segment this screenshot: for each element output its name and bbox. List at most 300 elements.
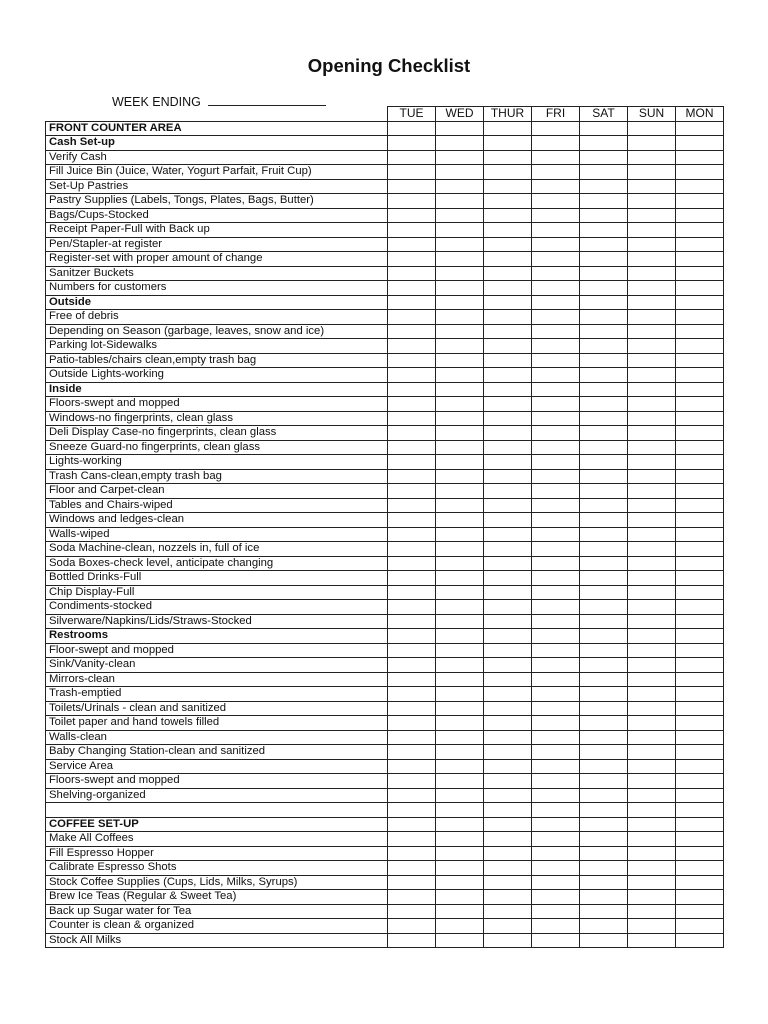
check-cell[interactable] xyxy=(676,179,724,194)
check-cell[interactable] xyxy=(388,861,436,876)
check-cell[interactable] xyxy=(484,716,532,731)
check-cell[interactable] xyxy=(388,469,436,484)
check-cell[interactable] xyxy=(388,194,436,209)
check-cell[interactable] xyxy=(580,455,628,470)
check-cell[interactable] xyxy=(388,817,436,832)
check-cell[interactable] xyxy=(436,194,484,209)
check-cell[interactable] xyxy=(388,513,436,528)
check-cell[interactable] xyxy=(532,353,580,368)
check-cell[interactable] xyxy=(388,339,436,354)
check-cell[interactable] xyxy=(532,295,580,310)
check-cell[interactable] xyxy=(484,933,532,948)
check-cell[interactable] xyxy=(628,484,676,499)
check-cell[interactable] xyxy=(484,136,532,151)
check-cell[interactable] xyxy=(628,208,676,223)
check-cell[interactable] xyxy=(484,353,532,368)
check-cell[interactable] xyxy=(484,469,532,484)
check-cell[interactable] xyxy=(484,281,532,296)
check-cell[interactable] xyxy=(628,368,676,383)
check-cell[interactable] xyxy=(436,933,484,948)
check-cell[interactable] xyxy=(580,136,628,151)
check-cell[interactable] xyxy=(676,513,724,528)
check-cell[interactable] xyxy=(436,614,484,629)
check-cell[interactable] xyxy=(484,643,532,658)
check-cell[interactable] xyxy=(388,382,436,397)
check-cell[interactable] xyxy=(484,223,532,238)
check-cell[interactable] xyxy=(484,179,532,194)
check-cell[interactable] xyxy=(580,614,628,629)
check-cell[interactable] xyxy=(628,295,676,310)
check-cell[interactable] xyxy=(580,266,628,281)
check-cell[interactable] xyxy=(580,484,628,499)
check-cell[interactable] xyxy=(436,687,484,702)
check-cell[interactable] xyxy=(628,165,676,180)
check-cell[interactable] xyxy=(532,339,580,354)
check-cell[interactable] xyxy=(388,643,436,658)
check-cell[interactable] xyxy=(580,687,628,702)
check-cell[interactable] xyxy=(580,426,628,441)
check-cell[interactable] xyxy=(436,774,484,789)
check-cell[interactable] xyxy=(436,469,484,484)
check-cell[interactable] xyxy=(388,353,436,368)
check-cell[interactable] xyxy=(628,904,676,919)
check-cell[interactable] xyxy=(628,469,676,484)
check-cell[interactable] xyxy=(628,382,676,397)
check-cell[interactable] xyxy=(388,165,436,180)
check-cell[interactable] xyxy=(484,208,532,223)
check-cell[interactable] xyxy=(388,498,436,513)
check-cell[interactable] xyxy=(532,426,580,441)
check-cell[interactable] xyxy=(388,933,436,948)
check-cell[interactable] xyxy=(388,411,436,426)
check-cell[interactable] xyxy=(628,817,676,832)
check-cell[interactable] xyxy=(436,455,484,470)
check-cell[interactable] xyxy=(532,745,580,760)
check-cell[interactable] xyxy=(676,600,724,615)
check-cell[interactable] xyxy=(676,933,724,948)
check-cell[interactable] xyxy=(436,803,484,818)
check-cell[interactable] xyxy=(388,281,436,296)
check-cell[interactable] xyxy=(580,861,628,876)
check-cell[interactable] xyxy=(628,136,676,151)
check-cell[interactable] xyxy=(388,687,436,702)
check-cell[interactable] xyxy=(676,542,724,557)
check-cell[interactable] xyxy=(388,730,436,745)
check-cell[interactable] xyxy=(484,324,532,339)
check-cell[interactable] xyxy=(676,194,724,209)
check-cell[interactable] xyxy=(628,846,676,861)
check-cell[interactable] xyxy=(436,600,484,615)
check-cell[interactable] xyxy=(628,861,676,876)
check-cell[interactable] xyxy=(676,382,724,397)
check-cell[interactable] xyxy=(676,469,724,484)
check-cell[interactable] xyxy=(388,295,436,310)
check-cell[interactable] xyxy=(628,716,676,731)
check-cell[interactable] xyxy=(676,716,724,731)
check-cell[interactable] xyxy=(388,484,436,499)
check-cell[interactable] xyxy=(532,672,580,687)
check-cell[interactable] xyxy=(676,426,724,441)
check-cell[interactable] xyxy=(676,339,724,354)
check-cell[interactable] xyxy=(580,774,628,789)
check-cell[interactable] xyxy=(532,397,580,412)
check-cell[interactable] xyxy=(580,716,628,731)
check-cell[interactable] xyxy=(628,730,676,745)
check-cell[interactable] xyxy=(436,310,484,325)
check-cell[interactable] xyxy=(436,832,484,847)
check-cell[interactable] xyxy=(532,194,580,209)
check-cell[interactable] xyxy=(676,455,724,470)
check-cell[interactable] xyxy=(436,353,484,368)
check-cell[interactable] xyxy=(388,890,436,905)
check-cell[interactable] xyxy=(580,513,628,528)
check-cell[interactable] xyxy=(580,933,628,948)
check-cell[interactable] xyxy=(580,324,628,339)
check-cell[interactable] xyxy=(676,324,724,339)
check-cell[interactable] xyxy=(388,571,436,586)
check-cell[interactable] xyxy=(532,890,580,905)
check-cell[interactable] xyxy=(436,440,484,455)
check-cell[interactable] xyxy=(436,701,484,716)
check-cell[interactable] xyxy=(388,121,436,136)
check-cell[interactable] xyxy=(532,803,580,818)
check-cell[interactable] xyxy=(532,237,580,252)
check-cell[interactable] xyxy=(484,165,532,180)
check-cell[interactable] xyxy=(532,701,580,716)
check-cell[interactable] xyxy=(580,788,628,803)
check-cell[interactable] xyxy=(388,397,436,412)
check-cell[interactable] xyxy=(676,861,724,876)
check-cell[interactable] xyxy=(484,527,532,542)
check-cell[interactable] xyxy=(532,861,580,876)
check-cell[interactable] xyxy=(484,252,532,267)
check-cell[interactable] xyxy=(676,774,724,789)
check-cell[interactable] xyxy=(388,266,436,281)
check-cell[interactable] xyxy=(484,382,532,397)
check-cell[interactable] xyxy=(676,121,724,136)
check-cell[interactable] xyxy=(628,919,676,934)
check-cell[interactable] xyxy=(484,745,532,760)
check-cell[interactable] xyxy=(628,585,676,600)
check-cell[interactable] xyxy=(676,643,724,658)
check-cell[interactable] xyxy=(436,281,484,296)
check-cell[interactable] xyxy=(628,237,676,252)
check-cell[interactable] xyxy=(532,629,580,644)
check-cell[interactable] xyxy=(388,629,436,644)
check-cell[interactable] xyxy=(628,353,676,368)
check-cell[interactable] xyxy=(628,411,676,426)
check-cell[interactable] xyxy=(484,368,532,383)
check-cell[interactable] xyxy=(580,803,628,818)
check-cell[interactable] xyxy=(676,440,724,455)
check-cell[interactable] xyxy=(436,788,484,803)
check-cell[interactable] xyxy=(532,571,580,586)
check-cell[interactable] xyxy=(628,281,676,296)
check-cell[interactable] xyxy=(532,266,580,281)
check-cell[interactable] xyxy=(676,281,724,296)
check-cell[interactable] xyxy=(580,498,628,513)
check-cell[interactable] xyxy=(676,759,724,774)
check-cell[interactable] xyxy=(436,556,484,571)
check-cell[interactable] xyxy=(436,426,484,441)
check-cell[interactable] xyxy=(388,527,436,542)
check-cell[interactable] xyxy=(484,339,532,354)
check-cell[interactable] xyxy=(628,339,676,354)
check-cell[interactable] xyxy=(628,527,676,542)
check-cell[interactable] xyxy=(628,513,676,528)
check-cell[interactable] xyxy=(436,730,484,745)
check-cell[interactable] xyxy=(628,542,676,557)
check-cell[interactable] xyxy=(532,687,580,702)
check-cell[interactable] xyxy=(484,266,532,281)
check-cell[interactable] xyxy=(436,759,484,774)
check-cell[interactable] xyxy=(580,527,628,542)
check-cell[interactable] xyxy=(580,382,628,397)
check-cell[interactable] xyxy=(580,542,628,557)
check-cell[interactable] xyxy=(628,498,676,513)
check-cell[interactable] xyxy=(580,890,628,905)
check-cell[interactable] xyxy=(676,658,724,673)
check-cell[interactable] xyxy=(532,730,580,745)
check-cell[interactable] xyxy=(436,150,484,165)
check-cell[interactable] xyxy=(676,310,724,325)
check-cell[interactable] xyxy=(580,629,628,644)
check-cell[interactable] xyxy=(580,571,628,586)
check-cell[interactable] xyxy=(484,600,532,615)
check-cell[interactable] xyxy=(532,484,580,499)
check-cell[interactable] xyxy=(388,774,436,789)
check-cell[interactable] xyxy=(628,672,676,687)
check-cell[interactable] xyxy=(388,919,436,934)
check-cell[interactable] xyxy=(676,730,724,745)
check-cell[interactable] xyxy=(484,803,532,818)
check-cell[interactable] xyxy=(532,600,580,615)
check-cell[interactable] xyxy=(484,194,532,209)
check-cell[interactable] xyxy=(676,890,724,905)
check-cell[interactable] xyxy=(484,484,532,499)
check-cell[interactable] xyxy=(532,904,580,919)
check-cell[interactable] xyxy=(532,310,580,325)
check-cell[interactable] xyxy=(676,919,724,934)
check-cell[interactable] xyxy=(580,397,628,412)
check-cell[interactable] xyxy=(532,208,580,223)
check-cell[interactable] xyxy=(484,556,532,571)
check-cell[interactable] xyxy=(532,643,580,658)
check-cell[interactable] xyxy=(532,658,580,673)
check-cell[interactable] xyxy=(628,687,676,702)
check-cell[interactable] xyxy=(580,368,628,383)
check-cell[interactable] xyxy=(388,875,436,890)
week-ending-blank[interactable] xyxy=(208,93,326,106)
check-cell[interactable] xyxy=(484,817,532,832)
check-cell[interactable] xyxy=(676,571,724,586)
check-cell[interactable] xyxy=(388,208,436,223)
check-cell[interactable] xyxy=(628,179,676,194)
check-cell[interactable] xyxy=(532,527,580,542)
check-cell[interactable] xyxy=(532,165,580,180)
check-cell[interactable] xyxy=(580,165,628,180)
check-cell[interactable] xyxy=(532,832,580,847)
check-cell[interactable] xyxy=(388,252,436,267)
check-cell[interactable] xyxy=(388,324,436,339)
check-cell[interactable] xyxy=(388,788,436,803)
check-cell[interactable] xyxy=(388,310,436,325)
check-cell[interactable] xyxy=(484,455,532,470)
check-cell[interactable] xyxy=(484,774,532,789)
check-cell[interactable] xyxy=(388,803,436,818)
check-cell[interactable] xyxy=(580,353,628,368)
check-cell[interactable] xyxy=(580,295,628,310)
check-cell[interactable] xyxy=(580,208,628,223)
check-cell[interactable] xyxy=(484,890,532,905)
check-cell[interactable] xyxy=(628,875,676,890)
check-cell[interactable] xyxy=(436,411,484,426)
check-cell[interactable] xyxy=(532,223,580,238)
check-cell[interactable] xyxy=(436,643,484,658)
check-cell[interactable] xyxy=(484,397,532,412)
check-cell[interactable] xyxy=(436,904,484,919)
check-cell[interactable] xyxy=(388,614,436,629)
check-cell[interactable] xyxy=(628,890,676,905)
check-cell[interactable] xyxy=(484,411,532,426)
check-cell[interactable] xyxy=(436,266,484,281)
check-cell[interactable] xyxy=(628,426,676,441)
check-cell[interactable] xyxy=(484,875,532,890)
check-cell[interactable] xyxy=(436,339,484,354)
check-cell[interactable] xyxy=(628,745,676,760)
check-cell[interactable] xyxy=(580,469,628,484)
check-cell[interactable] xyxy=(484,904,532,919)
check-cell[interactable] xyxy=(388,150,436,165)
check-cell[interactable] xyxy=(676,223,724,238)
check-cell[interactable] xyxy=(628,455,676,470)
check-cell[interactable] xyxy=(436,513,484,528)
check-cell[interactable] xyxy=(580,817,628,832)
check-cell[interactable] xyxy=(484,672,532,687)
check-cell[interactable] xyxy=(628,310,676,325)
check-cell[interactable] xyxy=(580,411,628,426)
check-cell[interactable] xyxy=(580,585,628,600)
check-cell[interactable] xyxy=(628,194,676,209)
check-cell[interactable] xyxy=(580,150,628,165)
check-cell[interactable] xyxy=(532,252,580,267)
check-cell[interactable] xyxy=(436,295,484,310)
check-cell[interactable] xyxy=(676,237,724,252)
check-cell[interactable] xyxy=(532,411,580,426)
check-cell[interactable] xyxy=(484,629,532,644)
check-cell[interactable] xyxy=(580,832,628,847)
check-cell[interactable] xyxy=(580,339,628,354)
check-cell[interactable] xyxy=(580,310,628,325)
check-cell[interactable] xyxy=(388,223,436,238)
check-cell[interactable] xyxy=(676,556,724,571)
check-cell[interactable] xyxy=(436,165,484,180)
check-cell[interactable] xyxy=(436,875,484,890)
check-cell[interactable] xyxy=(388,672,436,687)
check-cell[interactable] xyxy=(532,585,580,600)
check-cell[interactable] xyxy=(484,513,532,528)
check-cell[interactable] xyxy=(436,527,484,542)
check-cell[interactable] xyxy=(532,759,580,774)
check-cell[interactable] xyxy=(484,585,532,600)
check-cell[interactable] xyxy=(436,629,484,644)
check-cell[interactable] xyxy=(532,933,580,948)
check-cell[interactable] xyxy=(580,658,628,673)
check-cell[interactable] xyxy=(676,875,724,890)
check-cell[interactable] xyxy=(436,223,484,238)
check-cell[interactable] xyxy=(388,542,436,557)
check-cell[interactable] xyxy=(628,121,676,136)
check-cell[interactable] xyxy=(628,643,676,658)
check-cell[interactable] xyxy=(580,730,628,745)
check-cell[interactable] xyxy=(484,121,532,136)
check-cell[interactable] xyxy=(388,701,436,716)
check-cell[interactable] xyxy=(532,469,580,484)
check-cell[interactable] xyxy=(628,571,676,586)
check-cell[interactable] xyxy=(580,904,628,919)
check-cell[interactable] xyxy=(628,440,676,455)
check-cell[interactable] xyxy=(532,542,580,557)
check-cell[interactable] xyxy=(580,759,628,774)
check-cell[interactable] xyxy=(676,397,724,412)
check-cell[interactable] xyxy=(484,701,532,716)
check-cell[interactable] xyxy=(676,846,724,861)
check-cell[interactable] xyxy=(580,179,628,194)
check-cell[interactable] xyxy=(436,919,484,934)
check-cell[interactable] xyxy=(484,237,532,252)
check-cell[interactable] xyxy=(676,701,724,716)
check-cell[interactable] xyxy=(388,556,436,571)
check-cell[interactable] xyxy=(388,716,436,731)
check-cell[interactable] xyxy=(436,382,484,397)
check-cell[interactable] xyxy=(628,629,676,644)
check-cell[interactable] xyxy=(676,672,724,687)
check-cell[interactable] xyxy=(676,585,724,600)
check-cell[interactable] xyxy=(484,426,532,441)
check-cell[interactable] xyxy=(676,165,724,180)
check-cell[interactable] xyxy=(484,919,532,934)
check-cell[interactable] xyxy=(436,745,484,760)
check-cell[interactable] xyxy=(484,150,532,165)
check-cell[interactable] xyxy=(676,295,724,310)
check-cell[interactable] xyxy=(676,136,724,151)
check-cell[interactable] xyxy=(676,484,724,499)
check-cell[interactable] xyxy=(532,136,580,151)
check-cell[interactable] xyxy=(580,643,628,658)
check-cell[interactable] xyxy=(436,179,484,194)
check-cell[interactable] xyxy=(676,498,724,513)
check-cell[interactable] xyxy=(676,832,724,847)
check-cell[interactable] xyxy=(676,788,724,803)
check-cell[interactable] xyxy=(388,368,436,383)
check-cell[interactable] xyxy=(628,223,676,238)
check-cell[interactable] xyxy=(676,629,724,644)
check-cell[interactable] xyxy=(436,252,484,267)
check-cell[interactable] xyxy=(388,600,436,615)
check-cell[interactable] xyxy=(580,556,628,571)
check-cell[interactable] xyxy=(676,150,724,165)
check-cell[interactable] xyxy=(628,933,676,948)
check-cell[interactable] xyxy=(676,745,724,760)
check-cell[interactable] xyxy=(436,817,484,832)
check-cell[interactable] xyxy=(628,759,676,774)
check-cell[interactable] xyxy=(484,310,532,325)
check-cell[interactable] xyxy=(580,745,628,760)
check-cell[interactable] xyxy=(484,295,532,310)
check-cell[interactable] xyxy=(436,136,484,151)
check-cell[interactable] xyxy=(484,759,532,774)
check-cell[interactable] xyxy=(388,904,436,919)
